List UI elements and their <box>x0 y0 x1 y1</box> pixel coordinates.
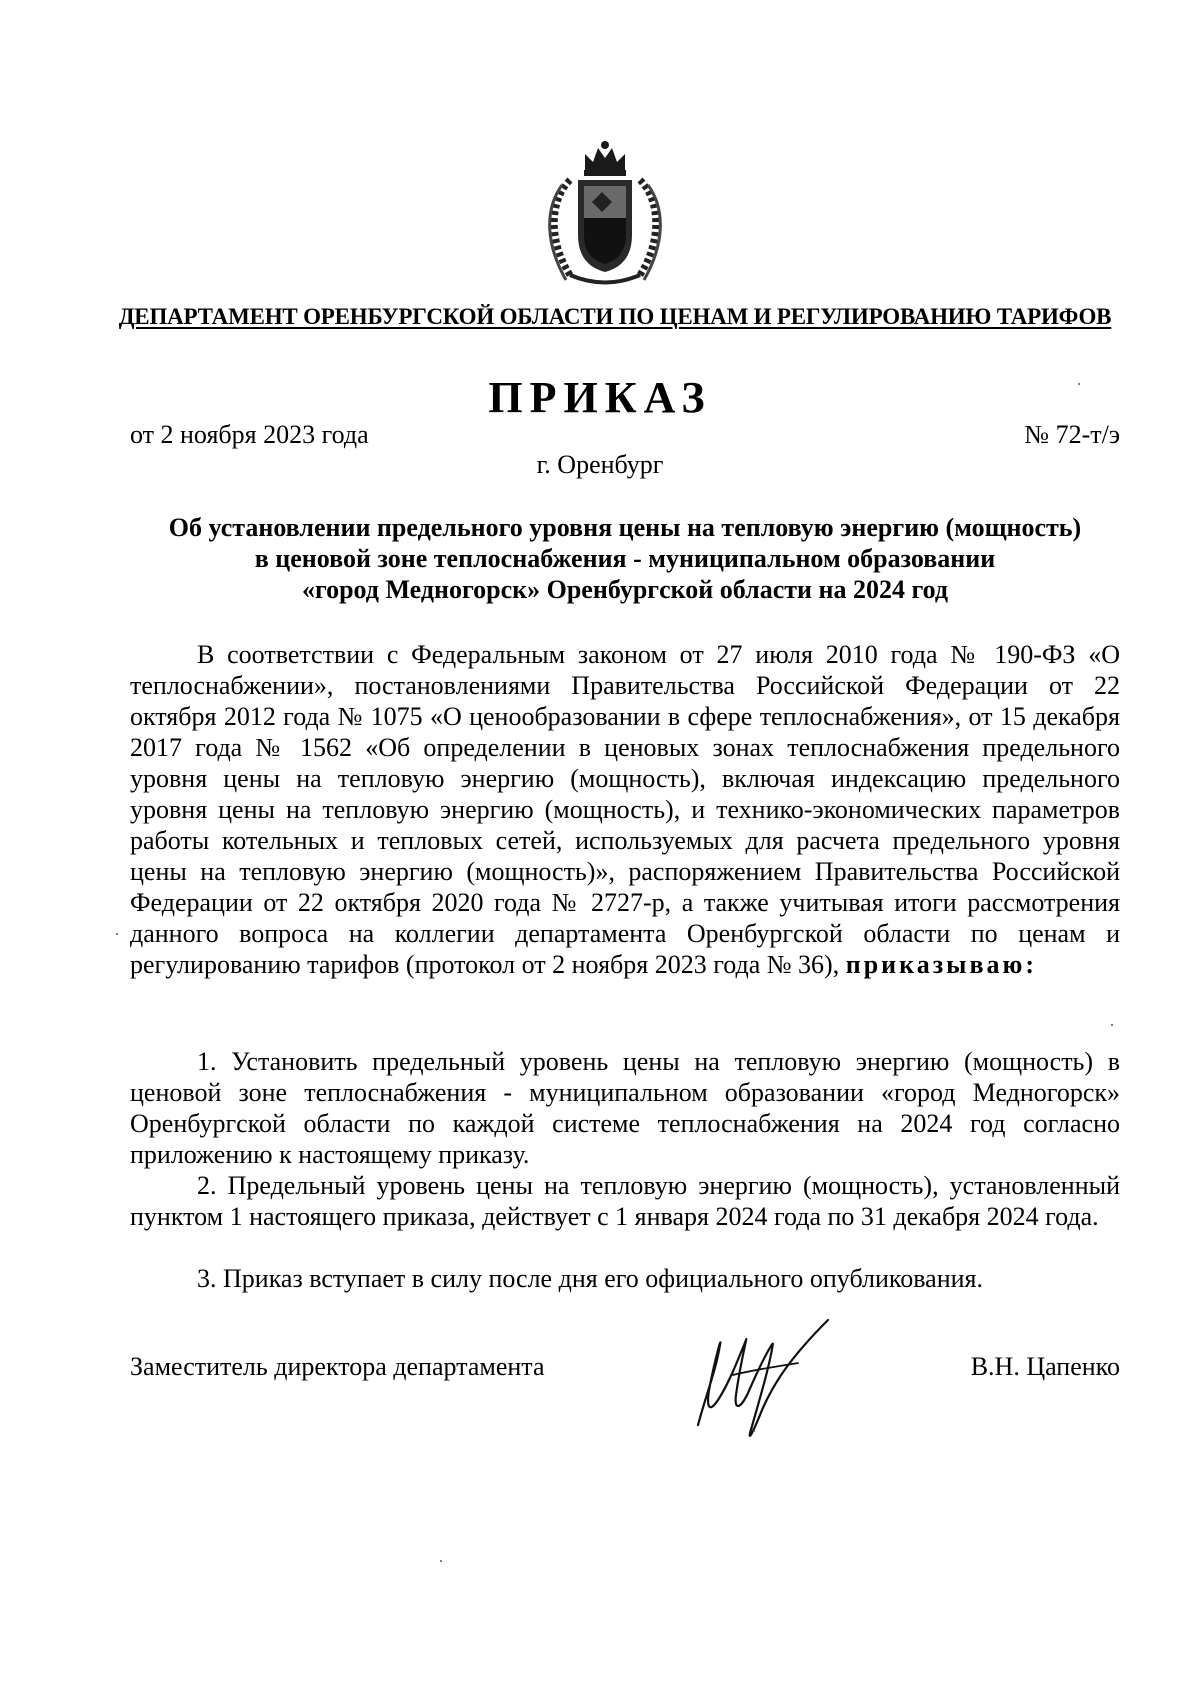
preamble-text: В соответствии с Федеральным законом от 27 июля 2010 года № 190-ФЗ «О теплоснабжении», постановлениями Правительства Российской Федерации от 22 октября 2012 года № 1075 «О ценообразовании в сфере теплоснабжения», от 15 декабря 2017 года № 1562 «Об определении в ценовых зонах теплоснабжения предельного уровня цены на тепловую энергию (мощность), включая индексацию предельного уровня цены на тепловую энергию (мощность), и технико-экономических параметров работы котельных и тепловых сетей, используемых для расчета предельного уровня цены на тепловую энергию (мощность)», распоряжением Правительства Российской Федерации от 22 октября 2020 года № 2727-р, а также учитывая итоги рассмотрения данного вопроса на коллегии департамента Оренбургской области по ценам и регулированию тарифов (протокол от 2 ноября 2023 года № 36), <box>130 640 1120 979</box>
title-line-2: в ценовой зоне теплоснабжения - муниципальном образовании <box>254 544 996 573</box>
order-item-1: 1. Установить предельный уровень цены на тепловую энергию (мощность) в ценовой зоне теплоснабжения - муниципальном образовании «город Медногорск» Оренбургской области по каждой системе теплоснабжения на 2024 год согласно приложению к настоящему приказу. <box>130 1047 1120 1169</box>
order-item-3: 3. Приказ вступает в силу после дня его официального опубликования. <box>197 1264 983 1293</box>
signatory-name: В.Н. Цапенко <box>970 1352 1120 1381</box>
document-city: г. Оренбург <box>536 450 664 479</box>
department-name: ДЕПАРТАМЕНТ ОРЕНБУРГСКОЙ ОБЛАСТИ ПО ЦЕНАМ И РЕГУЛИРОВАНИЮ ТАРИФОВ <box>118 304 1112 329</box>
signatory-position: Заместитель директора департамента <box>130 1352 545 1381</box>
order-word: приказываю: <box>845 950 1038 979</box>
scan-speck <box>116 933 118 935</box>
preamble-paragraph <box>130 639 1120 980</box>
document-type-title: ПРИКАЗ <box>488 373 712 422</box>
title-line-1: Об установлении предельного уровня цены на тепловую энергию (мощность) <box>168 513 1082 542</box>
scan-speck <box>1078 383 1080 385</box>
order-item-2: 2. Предельный уровень цены на тепловую энергию (мощность), установленный пунктом 1 настоящего приказа, действует с 1 января 2024 года по 31 декабря 2024 года. <box>130 1171 1120 1231</box>
signature-image <box>678 1315 838 1465</box>
scan-speck <box>440 1560 442 1562</box>
scan-speck <box>753 1430 755 1432</box>
document-title <box>130 512 1120 605</box>
coat-of-arms-icon <box>540 140 670 290</box>
document-number: № 72-т/э <box>1024 420 1120 449</box>
document-date: от 2 ноября 2023 года <box>130 420 369 449</box>
scan-speck <box>1111 1024 1113 1026</box>
title-line-3: «город Медногорск» Оренбургской области на 2024 год <box>301 575 949 604</box>
